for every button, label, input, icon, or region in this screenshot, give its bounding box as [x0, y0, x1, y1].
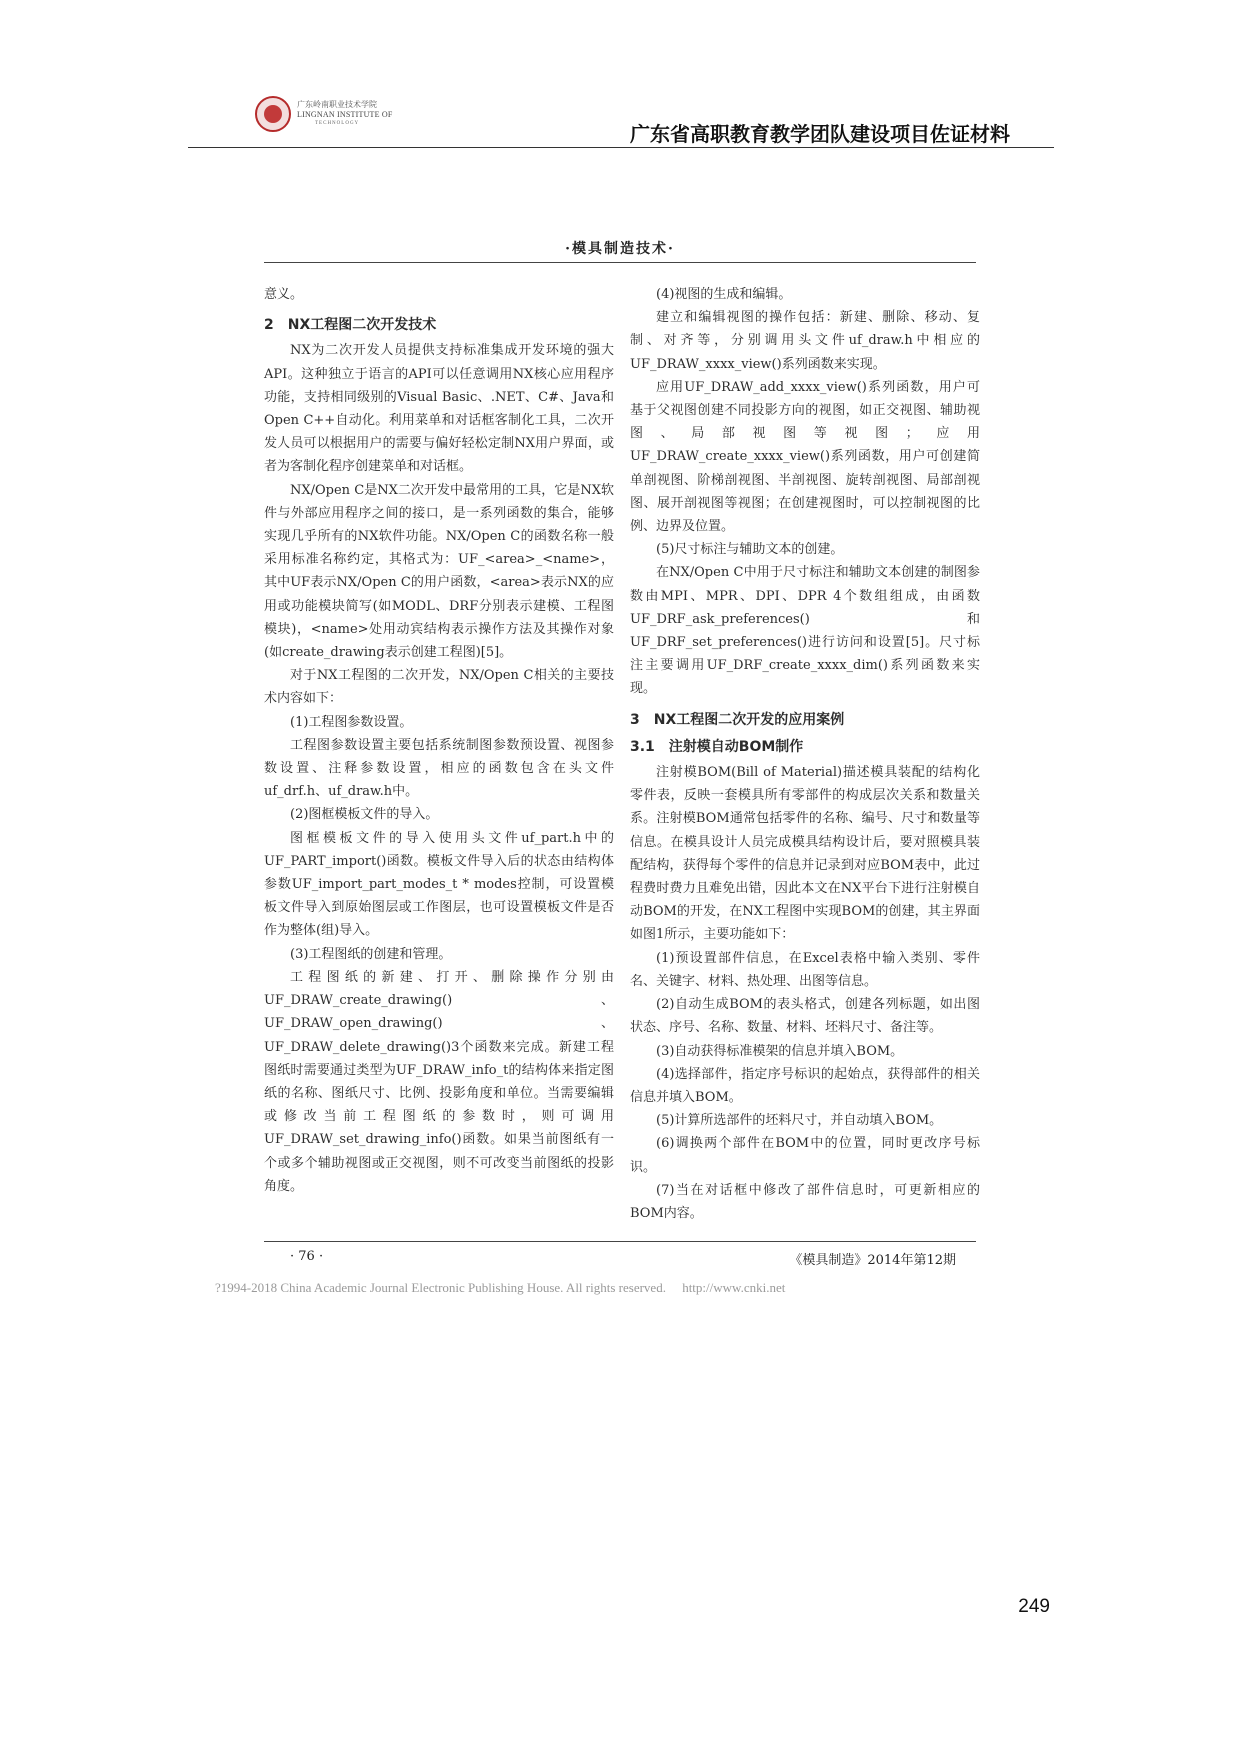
list-item: (2)自动生成BOM的表头格式，创建各列标题，如出图状态、序号、名称、数量、材料、坯料尺寸、备注等。	[630, 997, 980, 1036]
journal-page-number: · 76 ·	[290, 1249, 324, 1264]
list-item: (3)工程图纸的创建和管理。	[290, 946, 452, 962]
banner-title: 广东省高职教育教学团队建设项目佐证材料	[630, 122, 1010, 146]
list-item: (3)自动获得标准模架的信息并填入BOM。	[656, 1043, 904, 1059]
footer-divider	[264, 1241, 976, 1242]
list-item: (4)选择部件，指定序号标识的起始点，获得部件的相关信息并填入BOM。	[630, 1066, 980, 1105]
logo-text-en: LINGNAN INSTITUTE OF	[297, 110, 393, 119]
journal-citation: 《模具制造》2014年第12期	[789, 1253, 956, 1268]
list-item: (5)计算所选部件的坯料尺寸，并自动填入BOM。	[656, 1113, 943, 1129]
banner-divider	[188, 147, 1054, 148]
page-number: 249	[1018, 1596, 1050, 1617]
paragraph: 图框模板文件的导入使用头文件uf_part.h中的UF_PART_import()函数。模板文件导入后的状态由结构体参数UF_import_part_modes_t * modes控制，可设置模板文件导入到原始图层或工作图层，也可设置模板文件是否作为整体(组)导入。	[264, 830, 614, 939]
paragraph: 在NX/Open C中用于尺寸标注和辅助文本创建的制图参数由MPI、MPR、DPI、DPR 4个数组组成，由函数UF_DRF_ask_preferences()和UF_DRF_set_preferences()进行访问和设置[5]。尺寸标注主要调用UF_DRF_create_xxxx_dim()系列函数来实现。	[630, 565, 980, 697]
heading-section-3: 3 NX工程图二次开发的应用案例	[630, 711, 845, 728]
paragraph: 建立和编辑视图的操作包括：新建、删除、移动、复制、对齐等，分别调用头文件uf_draw.h中相应的UF_DRAW_xxxx_view()系列函数来实现。	[630, 310, 980, 372]
paragraph: 应用UF_DRAW_add_xxxx_view()系列函数，用户可基于父视图创建不同投影方向的视图，如正交视图、辅助视图、局部视图等视图；应用UF_DRAW_create_xxxx_view()系列函数，用户可创建简单剖视图、阶梯剖视图、半剖视图、旋转剖视图、局部剖视图、展开剖视图等视图；在创建视图时，可以控制视图的比例、边界及位置。	[630, 379, 980, 535]
paragraph: 对于NX工程图的二次开发，NX/Open C相关的主要技术内容如下：	[264, 668, 614, 707]
section-divider	[264, 262, 976, 263]
paragraph: 工程图纸的新建、打开、删除操作分别由UF_DRAW_create_drawing()、UF_DRAW_open_drawing()、UF_DRAW_delete_drawing()3个函数来完成。新建工程图纸时需要通过类型为UF_DRAW_info_t的结构体来指定图纸的名称、图纸尺寸、比例、投影角度和单位。当需要编辑或修改当前工程图纸的参数时，则可调用UF_DRAW_set_drawing_info()函数。如果当前图纸有一个或多个辅助视图或正交视图，则不可改变当前图纸的投影角度。	[264, 969, 614, 1194]
list-item: (1)预设置部件信息，在Excel表格中输入类别、零件名、关键字、材料、热处理、出图等信息。	[630, 950, 980, 989]
logo-text-cn: 广东岭南职业技术学院	[297, 100, 377, 109]
right-column	[630, 283, 980, 1225]
institute-emblem-icon	[255, 96, 291, 132]
list-item: (5)尺寸标注与辅助文本的创建。	[656, 542, 844, 558]
paragraph: NX/Open C是NX二次开发中最常用的工具，它是NX软件与外部应用程序之间的接口，是一系列函数的集合，能够实现几乎所有的NX软件功能。NX/Open C的函数名称一般采用标准名称约定，其格式为：UF_<area>_<name>，其中UF表示NX/Open C的用户函数，<area>表示NX的应用或功能模块简写(如MODL、DRF分别表示建模、工程图模块)，<name>处用动宾结构表示操作方法及其操作对象(如create_drawing表示创建工程图)[5]。	[264, 482, 614, 661]
logo-text-en2: TECHNOLOGY	[315, 121, 360, 126]
list-item: (6)调换两个部件在BOM中的位置，同时更改序号标识。	[630, 1136, 980, 1175]
heading-section-3-1: 3.1 注射模自动BOM制作	[630, 738, 804, 755]
section-title: ·模具制造技术·	[565, 241, 675, 257]
copyright-notice: ?1994-2018 China Academic Journal Electronic Publishing House. All rights reserved. http://www.cnki.net	[215, 1280, 786, 1295]
paragraph: 工程图参数设置主要包括系统制图参数预设置、视图参数设置、注释参数设置，相应的函数包含在头文件uf_drf.h、uf_draw.h中。	[264, 737, 614, 800]
left-column	[264, 283, 614, 1198]
list-item: (1)工程图参数设置。	[290, 714, 413, 730]
heading-section-2: 2 NX工程图二次开发技术	[264, 317, 437, 334]
paragraph: 意义。	[264, 287, 304, 302]
paragraph: 注射模BOM(Bill of Material)描述模具装配的结构化零件表，反映一套模具所有零部件的构成层次关系和数量关系。注射模BOM通常包括零件的名称、编号、尺寸和数量等信息。在模具设计人员完成模具结构设计后，要对照模具装配结构，获得每个零件的信息并记录到对应BOM表中，此过程费时费力且难免出错，因此本文在NX平台下进行注射模自动BOM的开发，在NX工程图中实现BOM的创建，其主界面如图1所示，主要功能如下：	[630, 765, 980, 943]
list-item: (4)视图的生成和编辑。	[656, 287, 792, 302]
list-item: (7)当在对话框中修改了部件信息时，可更新相应的BOM内容。	[630, 1182, 980, 1221]
institute-logo	[255, 96, 393, 136]
list-item: (2)图框模板文件的导入。	[290, 807, 439, 823]
paragraph: NX为二次开发人员提供支持标准集成开发环境的强大API。这种独立于语言的API可以任意调用NX核心应用程序功能，支持相同级别的Visual Basic、.NET、C#、Java和Open C++自动化。利用菜单和对话框客制化工具，二次开发人员可以根据用户的需要与偏好轻松定制NX用户界面，或者为客制化程序创建菜单和对话框。	[264, 343, 614, 475]
